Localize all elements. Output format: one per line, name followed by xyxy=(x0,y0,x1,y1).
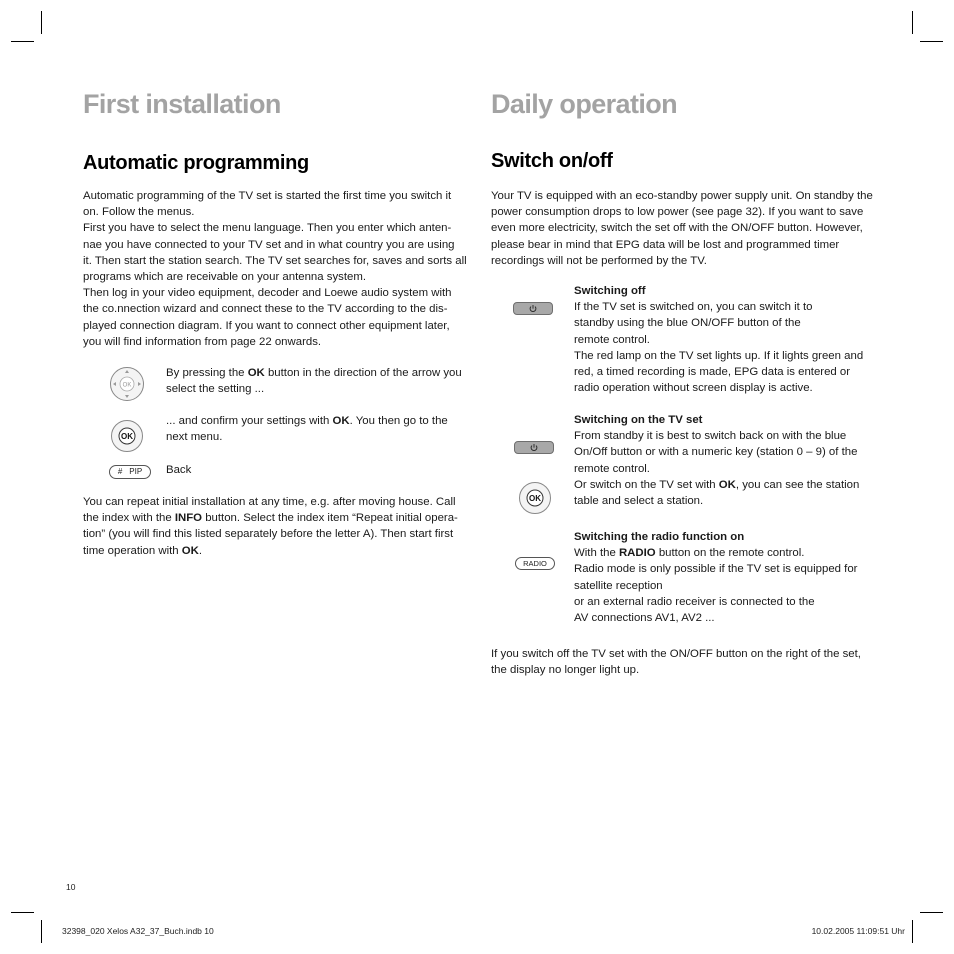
text-line: Back xyxy=(166,464,192,476)
power-button-icon xyxy=(513,302,553,315)
text-line: the co.nnection wizard and connect these to the TV according to the dis- xyxy=(83,303,448,316)
crop-mark xyxy=(920,912,943,913)
text-line: even more electricity, switch the set off with the ON/OFF button. However, xyxy=(491,222,863,235)
page-number: 10 xyxy=(66,882,76,892)
power-symbol-icon xyxy=(515,442,553,453)
switching-off-block xyxy=(574,283,863,396)
ok-arrow-button-icon xyxy=(109,366,145,402)
step-arrow-text xyxy=(166,365,462,397)
text-line: By pressing the OK button in the direction of the arrow you xyxy=(166,367,462,379)
text-line: The red lamp on the TV set lights up. If it lights green and xyxy=(574,349,864,362)
text-line: it. Then start the station search. The TV set searches for, saves and sorts all xyxy=(83,254,467,267)
svg-text:OK: OK xyxy=(121,432,133,441)
text-line: If the TV set is switched on, you can switch it to xyxy=(574,301,813,314)
text-line: tion” (you will find this listed separately before the letter A). Then start first xyxy=(83,528,454,541)
switching-off-heading: Switching off xyxy=(574,285,646,297)
crop-mark xyxy=(41,920,42,943)
pip-label: PIP xyxy=(129,467,143,476)
text-line: remote control. xyxy=(574,333,650,346)
text-line: recordings will not be performed by the TV. xyxy=(491,254,707,267)
text-line: the display no longer light up. xyxy=(491,664,640,677)
text-line: time operation with OK. xyxy=(83,544,203,557)
text-line: programs which are receivable on your antenna system. xyxy=(83,271,367,284)
switch-on-off-intro xyxy=(491,188,873,269)
text-line: played connection diagram. If you want to connect other equipment later, xyxy=(83,319,450,332)
text-line: nae you have connected to your TV set and in what country you are using xyxy=(83,238,455,251)
text-line: Then log in your video equipment, decoder and Loewe audio system with xyxy=(83,287,452,300)
power-symbol-icon xyxy=(514,303,552,314)
ok-button-icon xyxy=(110,419,144,453)
text-line: the index with the INFO button. Select the index item “Repeat initial opera- xyxy=(83,512,458,525)
crop-mark xyxy=(41,11,42,34)
text-line: radio operation without screen display is active. xyxy=(574,382,813,395)
text-line: On/Off button or with a numeric key (station 0 – 9) of the xyxy=(574,446,858,459)
text-line: table and select a station. xyxy=(574,495,704,508)
text-line: AV connections AV1, AV2 ... xyxy=(574,612,715,625)
closing-text xyxy=(491,646,861,678)
crop-mark xyxy=(920,41,943,42)
section-title-automatic-programming: Automatic programming xyxy=(83,152,309,174)
crop-mark xyxy=(912,11,913,34)
switching-on-heading: Switching on the TV set xyxy=(574,414,703,426)
step-confirm-text xyxy=(166,413,448,445)
file-info: 32398_020 Xelos A32_37_Buch.indb 10 xyxy=(62,926,214,936)
power-button-icon xyxy=(514,441,554,454)
crop-mark xyxy=(912,920,913,943)
text-line: on. Follow the menus. xyxy=(83,206,195,219)
ok-button-icon xyxy=(518,481,552,515)
print-timestamp: 10.02.2005 11:09:51 Uhr xyxy=(811,926,905,936)
hash-symbol: # xyxy=(117,467,123,476)
step-back-text xyxy=(166,462,191,478)
page-title-first-installation: First installation xyxy=(83,89,281,119)
text-line: remote control. xyxy=(574,462,650,475)
radio-heading: Switching the radio function on xyxy=(574,531,745,543)
radio-button-icon: RADIO xyxy=(515,557,555,570)
text-line: From standby it is best to switch back on with the blue xyxy=(574,430,847,443)
text-line: Radio mode is only possible if the TV set is equipped for xyxy=(574,563,858,576)
text-line: First you have to select the menu language. Then you enter which anten- xyxy=(83,222,452,235)
text-line: Automatic programming of the TV set is started the first time you switch it xyxy=(83,190,452,202)
page-title-daily-operation: Daily operation xyxy=(491,89,678,119)
text-line: you will find information from page 22 onwards. xyxy=(83,335,322,348)
text-line: Your TV is equipped with an eco-standby power supply unit. On standby the xyxy=(491,190,873,202)
text-line: Or switch on the TV set with OK, you can see the station xyxy=(574,478,860,491)
pip-button-icon xyxy=(109,465,151,479)
text-line: please bear in mind that EPG data will be lost and programmed timer xyxy=(491,238,840,251)
text-line: If you switch off the TV set with the ON/OFF button on the right of the set, xyxy=(491,648,861,660)
repeat-installation-text xyxy=(83,494,458,559)
svg-text:OK: OK xyxy=(529,494,541,503)
text-line: or an external radio receiver is connected to the xyxy=(574,595,815,608)
crop-mark xyxy=(11,912,34,913)
text-line: standby using the blue ON/OFF button of the xyxy=(574,317,801,330)
section-title-switch-on-off: Switch on/off xyxy=(491,150,613,172)
radio-block xyxy=(574,529,857,626)
text-line: You can repeat initial installation at any time, e.g. after moving house. Call xyxy=(83,496,456,508)
text-line: red, a timed recording is made, EPG data is entered or xyxy=(574,366,851,379)
text-line: ... and confirm your settings with OK. You then go to the xyxy=(166,415,448,427)
switching-on-block xyxy=(574,412,859,509)
automatic-programming-intro xyxy=(83,188,467,350)
svg-text:OK: OK xyxy=(122,382,132,389)
text-line: With the RADIO button on the remote control. xyxy=(574,547,805,560)
text-line: satellite reception xyxy=(574,579,663,592)
text-line: select the setting ... xyxy=(166,383,265,396)
crop-mark xyxy=(11,41,34,42)
text-line: power consumption drops to low power (see page 32). If you want to save xyxy=(491,206,864,219)
text-line: next menu. xyxy=(166,431,223,444)
